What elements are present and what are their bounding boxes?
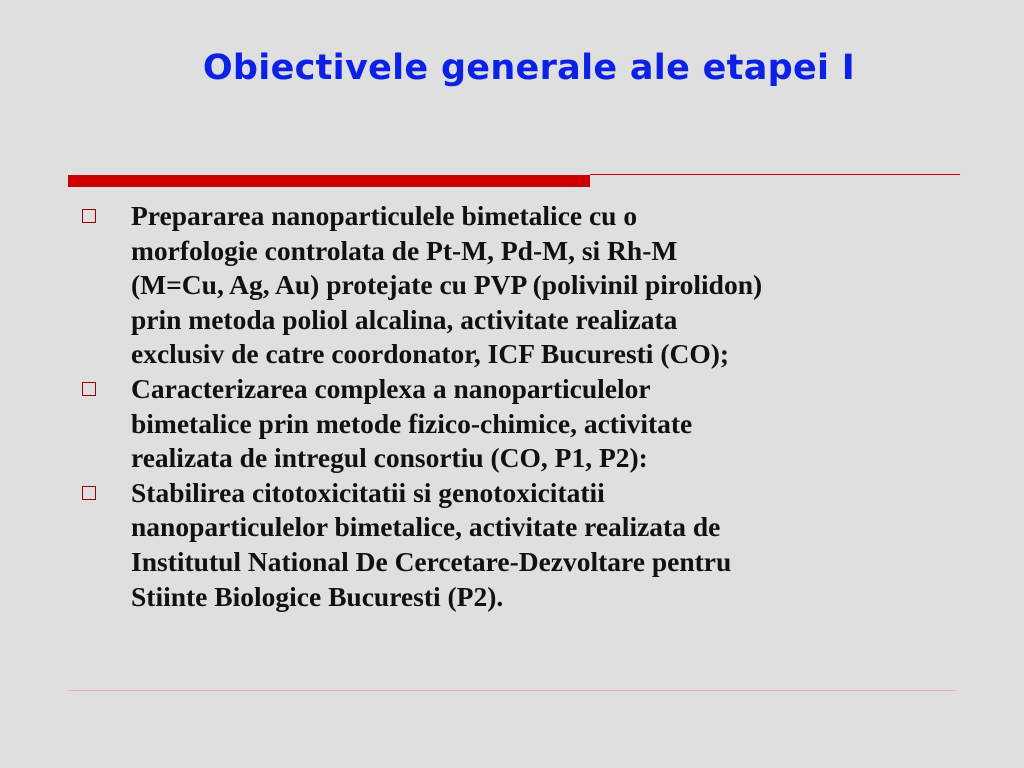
bullet-list — [76, 199, 956, 614]
title-underline-thin — [590, 174, 960, 175]
title-underline-thick — [68, 175, 590, 187]
hollow-square-bullet-icon — [82, 209, 96, 223]
bullet-item — [76, 476, 956, 614]
bullet-item — [76, 199, 956, 372]
slide-title: Obiectivele generale ale etapei I — [202, 48, 856, 88]
hollow-square-bullet-icon — [82, 382, 96, 396]
bullet-text: Stabilirea citotoxicitatii si genotoxicitatii nanoparticulelor bimetalice, activitate realizata de Institutul National De Cercetare-Dezvoltare pentru Stiinte Biologice Bucuresti (P2). — [131, 476, 732, 612]
footer-divider — [68, 690, 956, 691]
bullet-item — [76, 372, 956, 476]
hollow-square-bullet-icon — [82, 486, 96, 500]
bullet-text: Caracterizarea complexa a nanoparticulelor bimetalice prin metode fizico-chimice, activitate realizata de intregul consortiu (CO, P1, P2): — [131, 372, 693, 474]
bullet-text: Prepararea nanoparticulele bimetalice cu o morfologie controlata de Pt-M, Pd-M, si Rh-M (M=Cu, Ag, Au) protejate cu PVP (polivinil pirolidon) prin metoda poliol alcalina, activitate realizata exclusiv de catre coordonator, ICF Bucuresti (CO); — [131, 200, 763, 370]
